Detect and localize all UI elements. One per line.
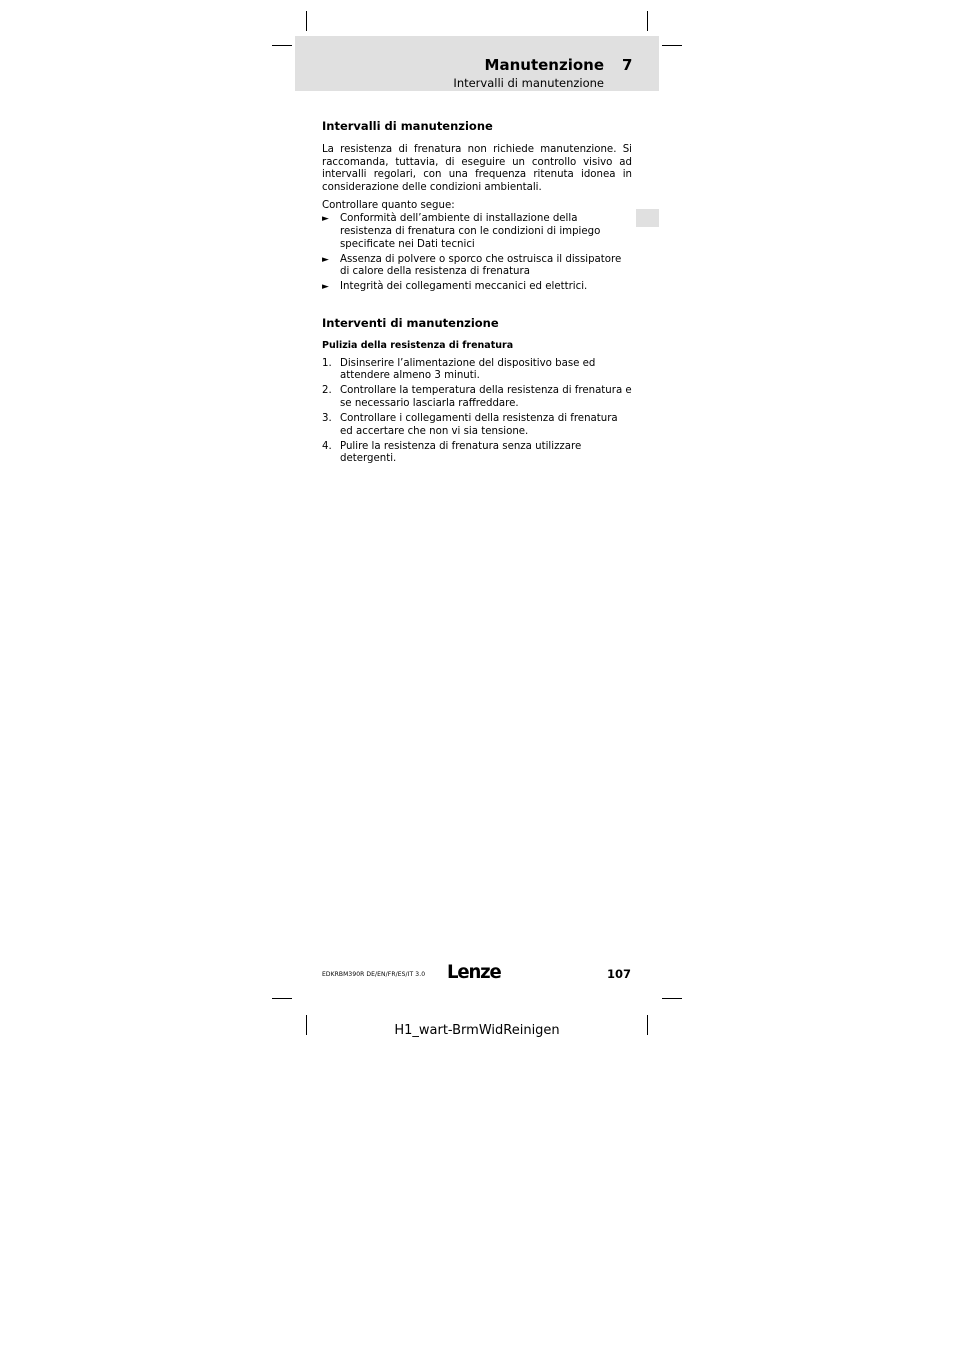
file-label: H1_wart-BrmWidReinigen [394, 1023, 560, 1038]
bullet-arrow-icon: ► [322, 254, 329, 265]
lenze-logo: Lenze [447, 961, 501, 983]
crop-mark [662, 45, 682, 46]
section-heading-intervals: Intervalli di manutenzione [322, 119, 493, 133]
list-item: 2. Controllare la temperatura della resistenza di frenatura e se necessario lasciarla raffreddare. [322, 385, 632, 409]
check-intro: Controllare quanto segue: [322, 199, 455, 211]
list-item: ► Integrità dei collegamenti meccanici ed elettrici. [322, 281, 588, 293]
crop-mark [272, 45, 292, 46]
bullet-arrow-icon: ► [322, 214, 329, 225]
chapter-title: Manutenzione [484, 56, 604, 74]
crop-mark [306, 11, 307, 31]
bullet-arrow-icon: ► [322, 282, 329, 293]
section-heading-interventions: Interventi di manutenzione [322, 315, 499, 330]
list-item: 4. Pulire la resistenza di frenatura senza utilizzare detergenti. [322, 440, 582, 465]
document-code: EDKRBM390R DE/EN/FR/ES/IT 3.0 [322, 971, 426, 978]
crop-mark [662, 998, 682, 999]
crop-mark [647, 11, 648, 31]
chapter-subtitle: Intervalli di manutenzione [453, 76, 604, 90]
check-list [322, 213, 632, 294]
intro-paragraph: La resistenza di frenatura non richiede manutenzione. Si raccomanda, tuttavia, di eseguire un controllo visivo ad intervalli regolari, con una frequenza ritenuta idonea in considerazione delle condizioni ambientali. [322, 144, 632, 193]
chapter-number: 7 [622, 56, 633, 74]
subheading-cleaning: Pulizia della resistenza di frenatura [322, 339, 514, 351]
list-item: 1. Disinserire l’alimentazione del dispositivo base ed attendere almeno 3 minuti. [322, 357, 596, 382]
steps-list [322, 358, 632, 466]
side-tab-marker [636, 209, 659, 227]
crop-mark [272, 998, 292, 999]
page-number: 107 [606, 967, 631, 981]
list-item: ► Assenza di polvere o sporco che ostruisca il dissipatore di calore della resistenza di frenatura [322, 253, 622, 278]
list-item: 3. Controllare i collegamenti della resistenza di frenatura ed accertare che non vi sia tensione. [322, 412, 618, 437]
page-content [322, 118, 632, 468]
list-item: ► Conformità dell’ambiente di installazione della resistenza di frenatura con le condizioni di impiego specificate nei Dati tecnici [322, 213, 601, 250]
